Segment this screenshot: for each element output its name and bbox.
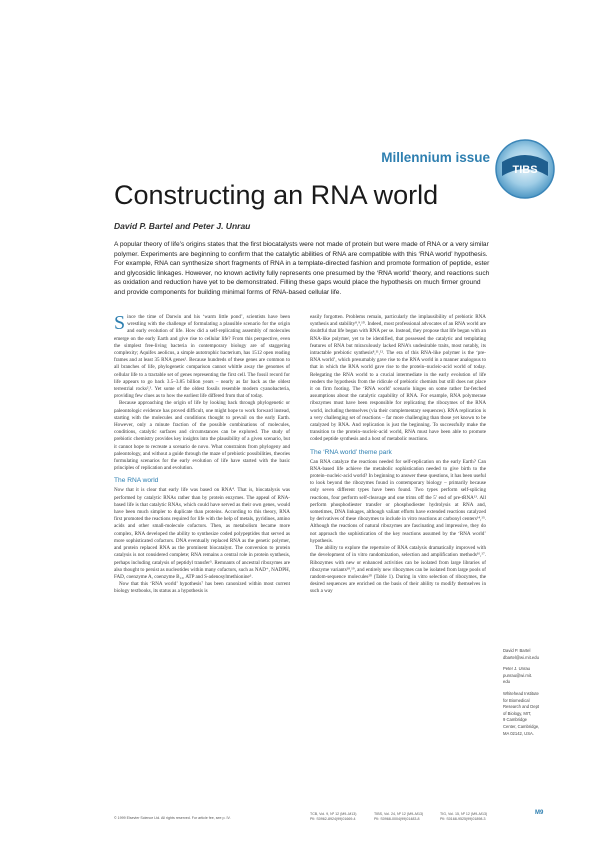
section-label: Millennium issue <box>381 150 490 165</box>
journal-ref: TIBS, Vol. 24, Nº 12 (M9–M13) <box>374 812 424 816</box>
millennium-badge-icon <box>494 138 556 200</box>
affiliation-line: Center, Cambridge, <box>503 723 540 729</box>
affiliation-line: Whitehead Institute <box>503 690 539 696</box>
affiliation-email: edu <box>503 679 510 685</box>
section-heading: The ‘RNA world’ theme park <box>310 448 392 456</box>
body-paragraph: Because approaching the origin of life by looking back through phylogenetic or paleontologic evidence has proved difficult, one might hope to work forward instead, starting with the molecules and conditions thought to prevail on the early Earth. However, only a minute fraction of the possible combinations of molecules, conditions, catalytic surfaces and circumstances can be explored. The study of prebiotic chemistry provides key insights into the plausibility of a given scenario, but it cannot hope to recreate a scenario de novo. What constraints from phylogeny and paleontology, and without a guide through the maze of prebiotic possibilities, theories formulating scenarios for the early evolution of life have started with the basic principles of replication and evolution. <box>114 400 290 472</box>
author-affiliation <box>503 648 563 737</box>
affiliation-email: punrau@wi.mit. <box>503 672 533 678</box>
affiliation-email: dbartel@wi.mit.edu <box>503 654 539 660</box>
article-title: Constructing an RNA world <box>114 180 439 210</box>
badge-text: TIBS <box>512 164 538 176</box>
journal-ref: TIG, Vol. 15, Nº 12 (M9–M13) <box>440 812 488 816</box>
body-paragraph: Since the time of Darwin and his ‘warm little pond’, scientists have been wrestling with the challenge of formulating a plausible scenario for the origin and early evolution of life. How did a self-replicating assembly of molecules emerge on the early Earth and give rise to cellular life? From this perspective, even the simplest free-living bacteria in contemporary biology are of staggering complexity; Aquifex aeolicus, a simple autotrophic bacterium, has 1512 open reading frames and at least 35 RNA genes¹. Because hundreds of these genes are common to all branches of life, phylogenetic comparison cannot whittle away the genomes of cellular life to a tractable set of genes representing the first cell. The fossil record for life appears to go back 3.5–3.85 billion years – nearly as far back as the oldest terrestrial rocks²,³. Yet some of the oldest fossils resemble modern cyanobacteria, providing few clues as to how the earliest life differed from that of today. <box>114 312 290 400</box>
body-column-left <box>114 314 290 596</box>
affiliation-line: 9 Cambridge <box>503 717 527 723</box>
body-paragraph: Now that it is clear that early life was based on RNA⁴. That is, biocatalysis was performed by catalytic RNAs rather than by protein enzymes. The appeal of RNA-based life is that catalytic RNAs, which could have served as their own genes, would have been much simpler to duplicate than proteins. According to this theory, RNA first promoted the reactions required for life with the help of metals, pyridines, amino acids and other small-molecule cofactors. Then, as metabolism became more complex, RNA developed the ability to synthesize coded polypeptides that served as more sophisticated cofactors. DNA eventually replaced RNA as the genetic polymer, and protein replaced RNA as the prominent biocatalyst. The conversion to protein catalysis is not considered complete; RNA remains a central role in protein synthesis, perhaps including catalysis of peptidyl transfer⁵. Remnants of ancestral ribozymes are also thought to persist as nucleotides within many cofactors, such as NAD⁺, NADPH, FAD, coenzyme A, coenzyme B₁₂, ATP and S-adenosylmethionine⁶. <box>114 487 290 580</box>
affiliation-line: of Biology, MIT, <box>503 710 532 716</box>
affiliation-line: MA 02142, USA. <box>503 730 534 736</box>
body-paragraph: Now that this ‘RNA world’ hypothesis⁷ has been canonized within most current biology textbooks, its status as a hypothesis is <box>114 581 290 595</box>
drop-cap: S <box>114 312 126 334</box>
affiliation-line: David P. Bartel <box>503 648 531 653</box>
affiliation-line: Peter J. Unrau <box>503 666 530 672</box>
body-paragraph: Can RNA catalyze the reactions needed for self-replication on the early Earth? Can RNA-based life achieve the metabolic sophistication needed to give birth to the protein–nucleic-acid world? In beginning to answer these questions, it has been useful to look beyond the ribozymes found in contemporary biology – primarily because only seven different types have been found. Two types perform self-splicing reactions, four perform self-cleavage and one trims off the 5′ end of pre-tRNA¹³. All perform phosphodiester transfer or phosphodiester hydrolysis at RNA and, sometimes, DNA linkages, although valiant efforts have extended reactions catalyzed by derivatives of these ribozymes to include in vitro reactions at carbonyl centers¹⁴,¹⁵. Although the reactions of natural ribozymes are fascinating and impressive, they do not approach the sophistication of the key reactions assumed by the ‘RNA world’ hypothesis. <box>310 458 486 544</box>
article-authors: David P. Bartel and Peter J. Unrau <box>114 221 251 231</box>
journal-ref: TCB, Vol. 9, Nº 12 (M9–M13) <box>310 812 357 816</box>
affiliation-line: Research and Dept <box>503 704 540 710</box>
affiliation-line: for Biomedical <box>503 697 530 703</box>
article-abstract: A popular theory of life’s origins states that the first biocatalysts were not made of protein but were made of RNA or a very similar polymer. Experiments are beginning to confirm that the catalytic abilities of RNA are compatible with this ‘RNA world’ hypothesis. For example, RNA can synthesize short fragments of RNA in a template-directed fashion and promote formation of peptide, ester and glycosidic linkages. However, no known activity fully represents one presumed by the ‘RNA world’ theory, and reactions such as oxidation and reduction have yet to be demonstrated. Filling these gaps would place the hypothesis on much firmer ground and provide components for building minimal forms of RNA-based cellular life. <box>114 241 490 296</box>
body-paragraph: easily forgotten. Problems remain, particularly the implausibility of prebiotic RNA synthesis and stability⁸,⁹,¹⁰. Indeed, most professional advocates of an RNA world are doubtful that life began with RNA per se. Instead, they propose that life began with an RNA-like polymer, yet to be identified, that possessed the catalytic and templating features of RNA but miraculously lacked RNA’s undesirable traits, most notably, its intractable prebiotic synthesis⁸,¹¹,¹². The era of this RNA-like polymer is the ‘pre-RNA world’, which presumably gave rise to the RNA world in a manner analogous to that in which the RNA world gave rise to the protein–nucleic-acid world of today. Relegating the RNA world to a crucial intermediate in the early evolution of life renders the hypothesis from the ridicule of prebiotic chemists but still does not place it on firm footing. The ‘RNA world’ scenario hinges on some rather far-fetched assumptions about the catalytic capability of RNA. For example, RNA polymerase ribozymes must have been responsible for replicating the ribozymes of the RNA world, including themselves (via their complementary sequences). RNA replication is a very challenging set of reactions – far more challenging than those yet known to be catalyzed by RNA. And replication is just the beginning. To successfully make the transition to the protein–nucleic-acid world, RNA must have been able to promote coded peptide synthesis and a host of metabolic reactions. <box>310 314 486 443</box>
body-column-right <box>310 314 486 596</box>
body-paragraph: The ability to explore the repertoire of RNA catalysis dramatically improved with the development of in vitro randomization, selection and amplification methods¹⁶,¹⁷. Ribozymes with new or enhanced activities can be isolated from large libraries of ribozyme variants¹⁸,¹⁹, and entirely new ribozymes can be isolated from large pools of random-sequence molecules²⁰ (Table 1). During in vitro selection of ribozymes, the desired sequences are enriched on the basis of their ability to modify themselves in such a way <box>310 545 486 595</box>
section-heading: The RNA world <box>114 477 159 485</box>
page-number: M9 <box>535 810 544 816</box>
journal-pii: PII: S0962-8924(99)01669-4 <box>310 817 356 821</box>
journal-pii: PII: S0968-0004(99)01483-8 <box>374 817 420 821</box>
copyright-notice: © 1999 Elsevier Science Ltd. All rights reserved. For article fee, see p. IV. <box>114 816 231 820</box>
page-footer <box>114 810 514 828</box>
journal-pii: PII: S0168-9525(99)01898-3 <box>440 817 486 821</box>
